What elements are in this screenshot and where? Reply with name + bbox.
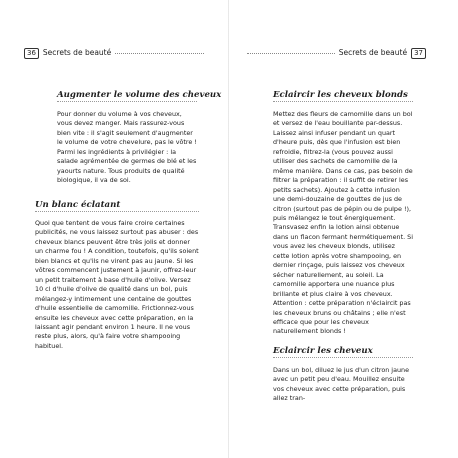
title-underline [57, 101, 197, 102]
section-title: Augmenter le volume des cheveux [57, 90, 222, 100]
page-number: 37 [411, 48, 426, 59]
section-body: Pour donner du volume à vos cheveux, vous devez manger. Mais rassurez-vous bien vite : il s'agit seulement d'augmenter le volume de votre chevelure, pas le vôtre ! Parmi les ingrédients à privilégier : la salade agrémentée de germes de blé et les yaourts nature. Tous produits de qualité biologique, il va de soi. [57, 110, 197, 185]
left-page-header [24, 47, 208, 59]
right-page-header [243, 47, 426, 59]
header-dotted-rule [115, 53, 204, 54]
section-title: Eclaircir les cheveux blonds [273, 90, 408, 100]
section-body: Dans un bol, diluez le jus d'un citron jaune avec un petit peu d'eau. Mouillez ensuite vos cheveux avec cette préparation, puis allez tran- [273, 366, 410, 403]
section-title: Eclaircir les cheveux [273, 346, 373, 356]
section-body: Quoi que tentent de vous faire croire certaines publicités, ne vous laissez surtout pas abuser : des cheveux blancs peuvent être très jolis et donner un charme fou ! A condition, toutefois, qu'ils soient bien blancs et qu'ils ne virent pas au jaune. Si les vôtres commencent justement à jaunir, offrez-leur un petit traitement à base d'huile d'olive. Versez 10 cl d'huile d'olive de qualité dans un bol, puis mélangez-y intimement une centaine de gouttes d'huile essentielle de camomille. Frictionnez-vous ensuite les cheveux avec cette préparation, en la laissant agir pendant environ 1 heure. Il ne vous reste plus, alors, qu'à faire votre shampooing habituel. [35, 219, 199, 350]
right-page [229, 0, 458, 458]
title-underline [273, 357, 413, 358]
header-dotted-rule [247, 53, 335, 54]
section-title: Un blanc éclatant [35, 200, 121, 210]
title-underline [273, 101, 413, 102]
page-number: 36 [24, 48, 39, 59]
running-title: Secrets de beauté [338, 48, 408, 57]
running-title: Secrets de beauté [42, 48, 112, 57]
section-body: Mettez des fleurs de camomille dans un bol et versez de l'eau bouillante par-dessus. Laissez ainsi infuser pendant un quart d'heure puis, dès que l'infusion est bien refroidie, filtrez-la (vous pouvez aussi utiliser des sachets de camomille de la même manière. Dans ce cas, pas besoin de filtrer la préparation : il suffit de retirer les petits sachets). Ajoutez à cette infusion une demi-douzaine de gouttes de jus de citron (surtout pas de pépin ou de pulpe !), puis mélangez le tout énergiquement. Transvasez enfin la lotion ainsi obtenue dans un flacon fermant hermétiquement. Si vous avez les cheveux blonds, utilisez cette lotion après votre shampooing, en dernier rinçage, puis laissez vos cheveux sécher naturellement, au soleil. La camomille apportera une nuance plus brillante et plus claire à vos cheveux. Attention : cette préparation n'éclaircit pas les cheveux bruns ou châtains ; elle n'est efficace que pour les cheveux naturellement blonds ! [273, 110, 413, 336]
title-underline [35, 211, 199, 212]
